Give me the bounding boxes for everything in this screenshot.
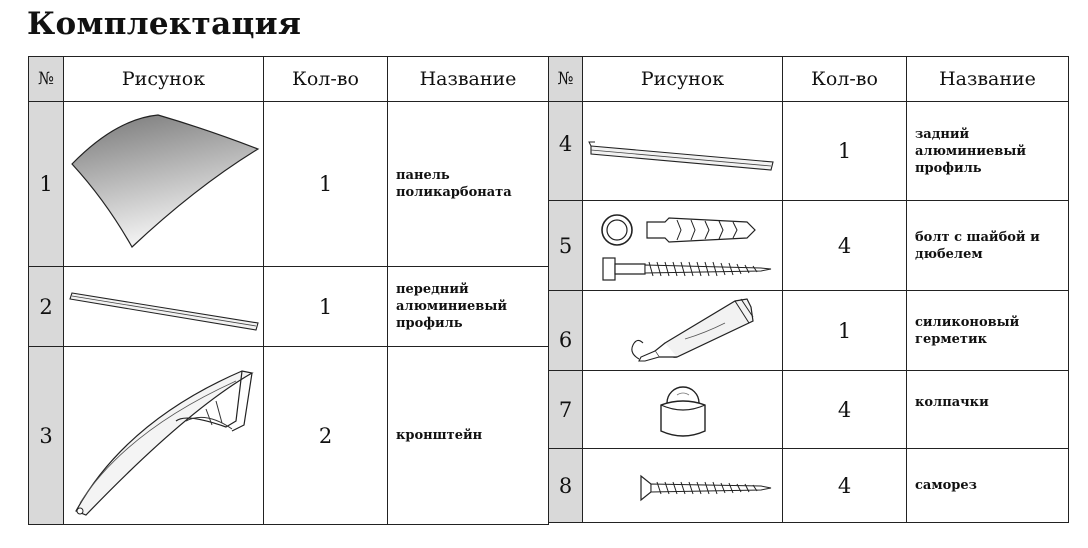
table-row — [29, 102, 549, 267]
table-row — [549, 201, 1069, 291]
row-qty: 4 — [783, 371, 907, 449]
bolt-washer-dowel-icon — [585, 204, 781, 288]
row-num: 8 — [549, 449, 583, 523]
row-picture — [64, 102, 264, 267]
table-header — [29, 57, 549, 102]
header-qty: Кол-во — [783, 57, 907, 102]
table-row — [549, 371, 1069, 449]
row-name: передний алюминиевый профиль — [388, 267, 549, 347]
row-num: 5 — [549, 201, 583, 291]
row-qty: 4 — [783, 449, 907, 523]
table-row — [549, 449, 1069, 523]
row-qty: 1 — [783, 102, 907, 201]
bracket-icon — [66, 351, 262, 521]
row-name: панель поликарбоната — [388, 102, 549, 267]
row-picture — [583, 201, 783, 291]
screw-icon — [585, 456, 781, 516]
row-qty: 1 — [783, 291, 907, 371]
table-row — [29, 347, 549, 525]
row-num: 6 — [549, 291, 583, 371]
row-num: 4 — [549, 102, 583, 201]
row-name: колпачки — [907, 371, 1069, 449]
header-num: № — [29, 57, 64, 102]
row-qty: 1 — [264, 267, 388, 347]
row-num: 7 — [549, 371, 583, 449]
header-qty: Кол-во — [264, 57, 388, 102]
rear-profile-icon — [585, 116, 781, 186]
row-qty: 4 — [783, 201, 907, 291]
table-row — [549, 291, 1069, 371]
row-picture — [583, 371, 783, 449]
row-name: саморез — [907, 449, 1069, 523]
header-num: № — [549, 57, 583, 102]
row-num: 1 — [29, 102, 64, 267]
row-name: болт с шайбой и дюбелем — [907, 201, 1069, 291]
front-profile-icon — [66, 277, 262, 337]
sealant-tube-icon — [585, 293, 781, 369]
row-qty: 2 — [264, 347, 388, 525]
row-name: кронштейн — [388, 347, 549, 525]
row-num: 2 — [29, 267, 64, 347]
row-picture — [583, 291, 783, 371]
row-name: задний алюминиевый профиль — [907, 102, 1069, 201]
row-picture — [64, 267, 264, 347]
row-picture — [583, 449, 783, 523]
row-num: 3 — [29, 347, 64, 525]
row-picture — [64, 347, 264, 525]
cap-icon — [585, 375, 781, 445]
parts-table-right — [548, 56, 1069, 523]
page-title: Комплектация — [27, 6, 302, 42]
table-header — [549, 57, 1069, 102]
header-picture: Рисунок — [64, 57, 264, 102]
parts-table-left — [28, 56, 549, 525]
header-name: Название — [907, 57, 1069, 102]
row-name: силиконовый герметик — [907, 291, 1069, 371]
row-qty: 1 — [264, 102, 388, 267]
table-row — [549, 102, 1069, 201]
header-picture: Рисунок — [583, 57, 783, 102]
row-picture — [583, 102, 783, 201]
table-row — [29, 267, 549, 347]
polycarbonate-panel-icon — [66, 109, 262, 259]
header-name: Название — [388, 57, 549, 102]
